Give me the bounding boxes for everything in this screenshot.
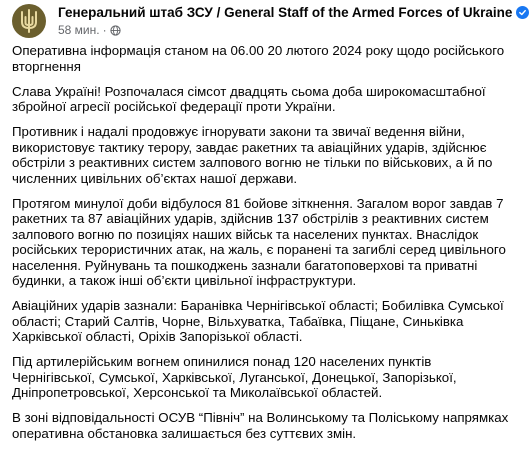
author-line xyxy=(58,5,529,20)
page-avatar[interactable] xyxy=(12,4,46,38)
globe-icon[interactable] xyxy=(110,25,121,36)
post-meta xyxy=(58,23,121,37)
verified-badge-icon xyxy=(516,6,529,19)
trident-emblem-icon xyxy=(18,8,40,34)
author-name[interactable]: Генеральний штаб ЗСУ / General Staff of the Armed Forces of Ukraine xyxy=(58,5,513,20)
post-paragraph: В зоні відповідальності ОСУВ “Північ” на Волинському та Поліському напрямках оперативна обстановка залишається без суттєвих змін. xyxy=(12,410,509,441)
post-header xyxy=(12,4,518,38)
post-paragraph: Авіаційних ударів зазнали: Баранівка Чернігівської області; Бобилівка Сумської області; Старий Салтів, Чорне, Вільхуватка, Табаївка, Піщане, Синьківка Харківської області, Оріхів Запорізької області. xyxy=(12,298,504,344)
post-body xyxy=(12,43,518,451)
post-paragraph: Під артилерійським вогнем опинилися понад 120 населених пунктів Чернігівської, Сумської, Харківської, Луганської, Донецької, Запорізької, Дніпропетровської, Херсонської та Миколаївської областей. xyxy=(12,354,457,400)
post-paragraph: Оперативна інформація станом на 06.00 20 лютого 2024 року щодо російського вторгнення xyxy=(12,43,505,74)
post-time[interactable]: 58 мин. xyxy=(58,23,100,37)
meta-separator: · xyxy=(102,23,107,37)
post-paragraph: Слава Україні! Розпочалася сімсот двадцять сьома доба широкомасштабної збройної агресії російської федерації проти України. xyxy=(12,83,486,114)
post-paragraph: Противник і надалі продовжує ігнорувати закони та звичаї ведення війни, використовує тактику терору, завдає ракетних та авіаційних ударів, здійснює обстріли з реактивних систем залпового вогню не тільки по військових, а й по численних цивільних об’єктах нашої держави. xyxy=(12,124,493,186)
post-paragraph: Протягом минулої доби відбулося 81 бойове зіткнення. Загалом ворог завдав 7 ракетних та 87 авіаційних ударів, здійснив 137 обстрілів з реактивних систем залпового вогню по позиціях наших військ та населених пунктах. Внаслідок російських терористичних атак, на жаль, є поранені та загиблі серед цивільного населення. Руйнувань та пошкоджень зазнали багатоповерхові та приватні будинки, а також інші об’єкти цивільної інфраструктури. xyxy=(12,195,506,288)
